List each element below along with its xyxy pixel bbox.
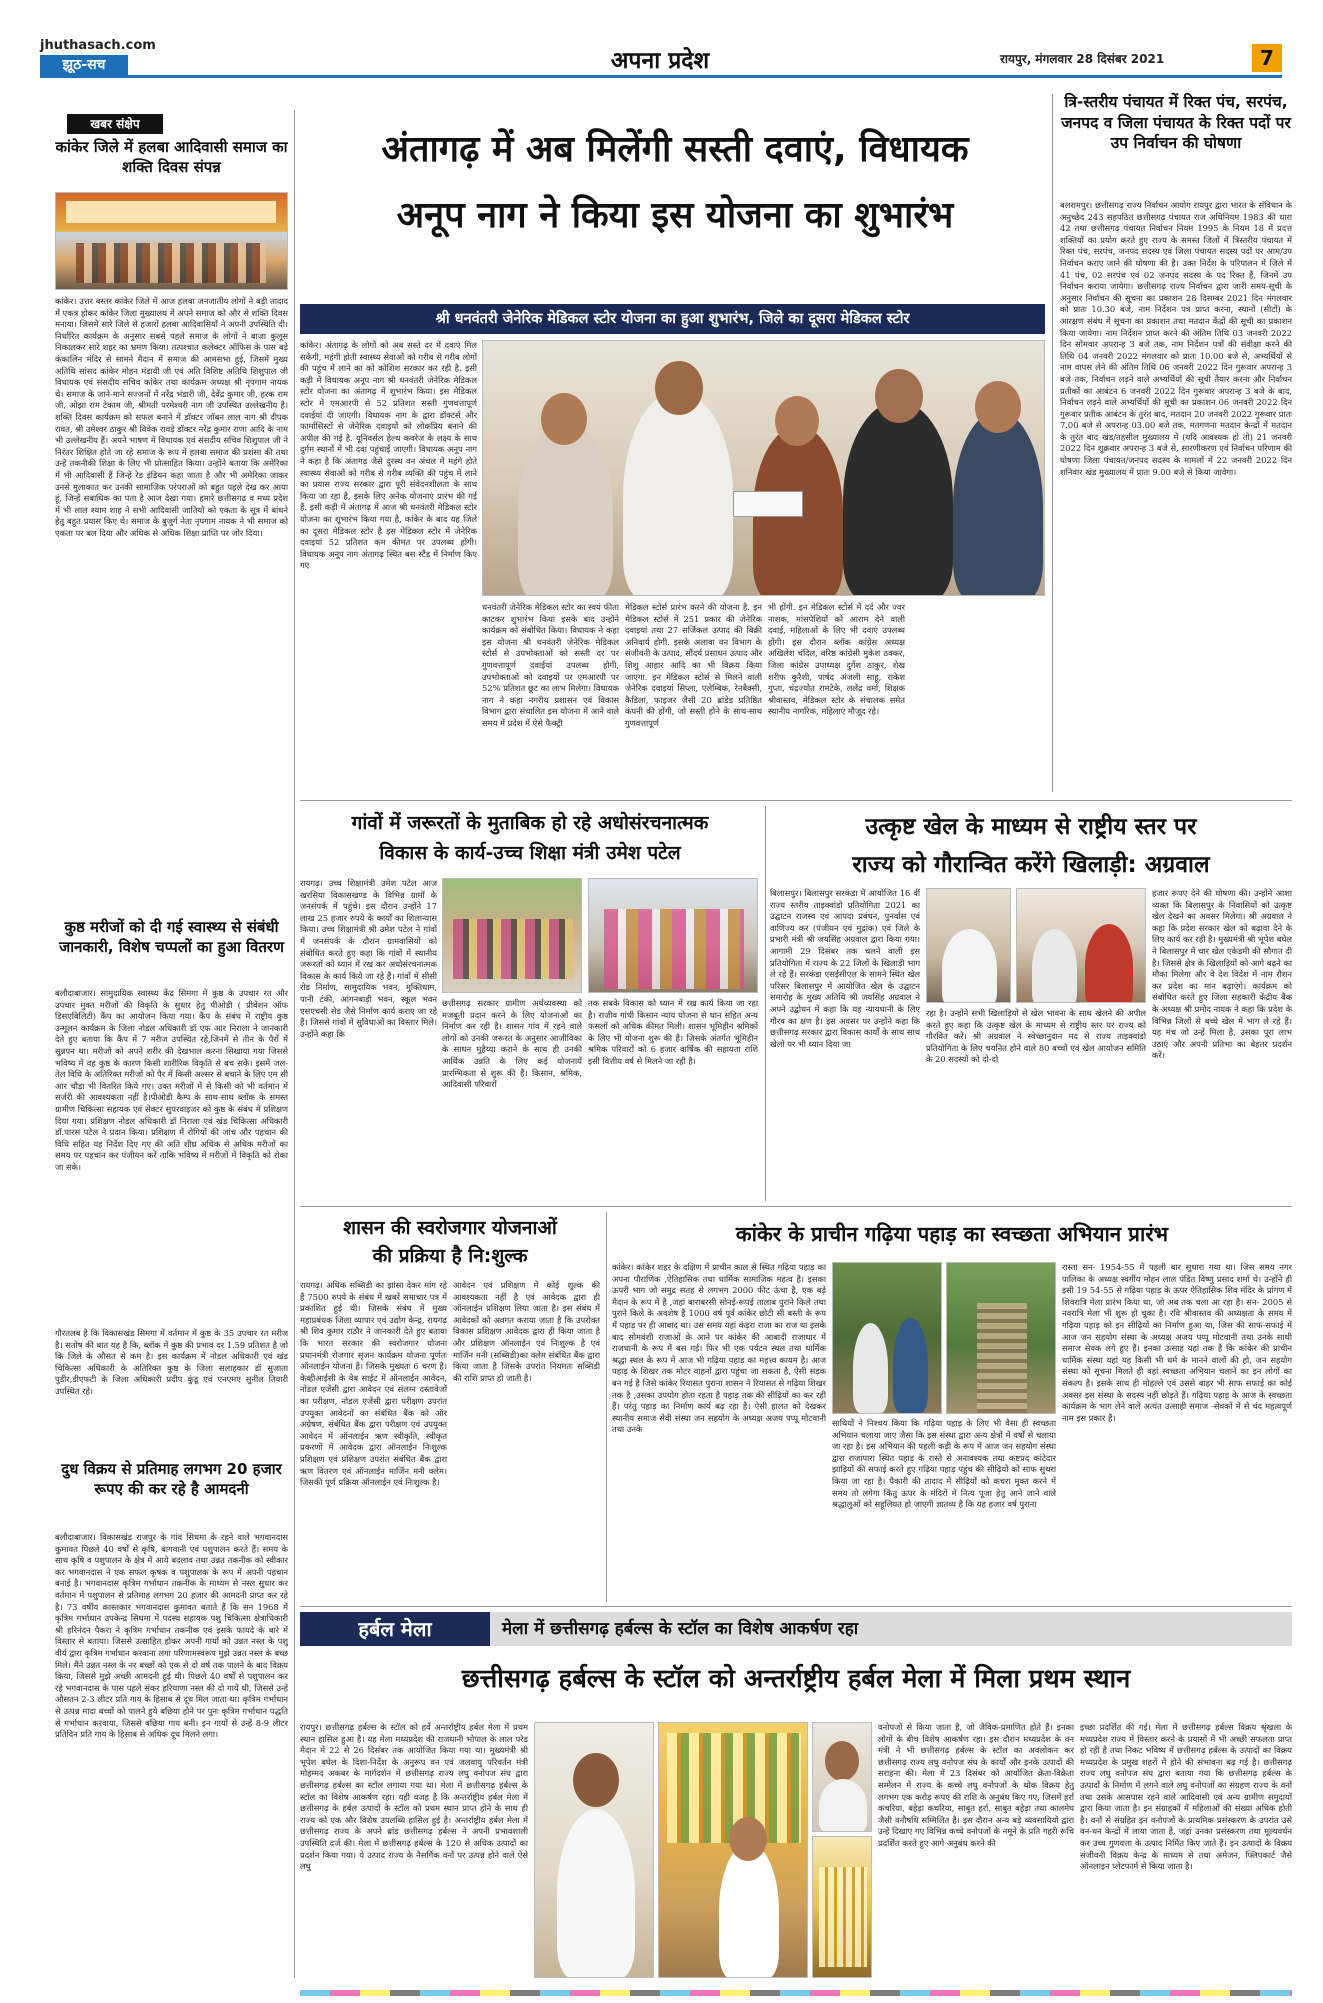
halba-samaj-photo: [55, 192, 288, 290]
section-title: अपना प्रदेश: [610, 48, 710, 74]
lead-body-col2: धनवंतरी जेनेरिक मेडिकल स्टोर का स्वयं फीता काटकर शुभारंभ किया इसके बाद उन्होंने कार्यक्रम को संबोधित किया। विधायक ने कहा इस योजना श्री धनवंतरी जेनेरिक मेडिकल स्टोर्स से उपभोक्ताओं को सस्ती दर पर गुणवत्तापूर्ण दवाईयां उपलब्ध होगी, उपभोक्ताओं को दवाइयों पर एमआरपी पर 52% प्रतिशत छूट का लाभ मिलेगा। विधायक नाग ने कहा नगरीय प्रशासन एवं विकास विभाग द्वारा संचालित इस योजना में आने वाले समय में प्रदेश में ऐसे फैक्ट्री: [482, 602, 619, 728]
sports-photo-stage: [926, 888, 1011, 1003]
sports-body-col1: बिलासपुर। बिलासपुर सरकंडा में आयोजित 16 वीं राज्य स्तरीय ताइक्वांडो प्रतियोगिता 2021 का उद्घाटन राजस्व एवं आपदा प्रबंधन, पुनर्वास एवं वाणिज्य कर (पंजीयन एवं मुद्रांक) एवं जिले के प्रभारी मंत्री श्री जयसिंह अग्रवाल द्वारा किया गया। आगामी 29 दिसंबर तक चलने वाली इस प्रतियोगिता में राज्य के 22 जिलों के खिलाड़ी भाग ले रहे हैं। सरकंडा एसईसीएल के सामने स्थित खेल परिसर बिलासपुर में आयोजित खेल के उद्घाटन समारोह के मुख्य अतिथि श्री जयसिंह अग्रवाल ने अपने उद्बोधन में कहा कि यह न्यायधानी के लिए गौरव का क्षण है। इस अवसर पर उन्होंने कहा कि छत्तीसगढ़ सरकार द्वारा विकास कार्यों के साथ साथ खेलों पर भी ध्यान दिया जा: [770, 888, 920, 1049]
kanker-halba-body: कांकेर। उत्तर बस्तर कांकेर जिले में आज हलबा जनजातीय लोगों ने बड़ी तादाद में एकत्र होकर कांकेर जिला मुख्यालय में अपने समाज को और से शक्ति दिवस मनाया। जिसमें सारे जिले से हजारों हलबा आदिवासियों ने अपनी उपस्थिति दी। निर्धारित कार्यक्रम के अनुसार सबसे पहले समाज के लोगों ने बाजा कुलूस निकालकर सारे शहर का भ्रमण किया। तत्पश्चात कलेक्टर ऑफिस के पास बड़े कंकालिन मंदिर से सामने मैदान में समाज की आमसभा हुई, जिसमें मुख्य अतिथि सांसद कांकेर मोहन मंडावी जी एवं अति विशिष्ट अतिथि शिशुपाल जी विधायक एवं संसदीय सचिव कांकेर तथा कार्यक्रम अध्यक्ष श्री नृपगाम नायक थे। समाज के जाने-माने सज्जनों में नरेंद्र भंडारी जी, देवेंद्र कुमार जी, हरक राम जी, ओझा राम टेकाम जी, श्रीमती परमेश्वरी नाग जी उपस्थित उल्लेखनीय है। शक्ति दिवस कार्यक्रम को सफल बनाने में डॉक्टर जॉबन लाल नाग श्री दीपक रावत, श्री उमेश्वर ठाकुर श्री विवेक रावड़े डॉक्टर नरेंद्र कुमार राणा आदि के नाम भी उल्लेखनीय हैं। अपने भाषण में विधायक एवं संसदीय सचिव शिशुपाल जी ने निरंतर शिक्षित होते जा रहे समाज के रूप में हलबा समाज की प्रशंसा की तथा उन्हें तकनीकी शिक्षा के लिए भी प्रोत्साहित किया। उन्होंने बताया कि अमेरिका में भी आदिवासी हैं जिन्हें रेड इंडियन कहा जाता है और भी अमेरिका जाकर उनसे मुलाकात कर उनकी सामाजिक परंपराओं को बहुत पहले देख कर आया हूं, जिन्हें सबाधिक का पता है आज देखा गया। हमारे छत्तीसगढ़ व मध्य प्रदेश में भी लाल श्याम शाह ने सभी आदिवासी जातियों को एकता के सूत्र में बांधने हेतु बहुत प्रयास किए थे। समाज के बुजुर्ग नेता नृपगाम नायक ने भी समाज को एकता पर बल दिया और अधिक से अधिक शिक्षा प्राप्ति पर जोर दिया।: [55, 296, 288, 538]
panchayat-body: बलरामपुर। छत्तीसगढ़ राज्य निर्वाचन आयोग रायपुर द्वारा भारत के संविधान के अनुच्छेद 243 सहपठित छत्तीसगढ़ पंचायत राज अधिनियम 1983 की धारा 42 तथा छत्तीसगढ़ पंचायत निर्वाचन नियम 1995 के नियम 18 में प्रदत्त शक्तियों का प्रयोग करते हुए राज्य के समस्त जिलों में त्रिस्तरीय पंचायत में रिक्त पंच, सरपंच, जनपद सदस्य एवं जिला पंचायत सदस्य पदों पर आम/उप निर्वाचन कराए जाने की घोषणा की है। उक्त निर्देश के परिपालन में जिले में 41 पंच, 02 सरपंच एवं 02 जनपद सदस्य के पद रिक्त हैं, जिनमें उप निर्वाचन कराया जायेगा। छत्तीसगढ़ राज्य निर्वाचन द्वारा जारी समय-सूची के अनुसार निर्वाचन की सूचना का प्रकाशन 28 दिसम्बर 2021 दिन मंगलवार को प्रातः 10.30 बजे, नाम निर्देशन पत्र प्राप्त करना, स्थानों (सीटों) के आरक्षण संबंध में सूचना का प्रकाशन तथा मतदान केंद्रों की सूची का प्रकाशन किया जायेगा। नाम निर्देशन प्राप्त करने की अंतिम तिथि 03 जनवरी 2022 दिन सोमवार अपरान्ह 3 बजे तक, नाम निर्देशन पत्रों की संवीक्षा करने की तिथि 04 जनवरी 2022 मंगलवार को प्रातः 10.00 बजे से, अभ्यर्थियों से नाम वापस लेने की अंतिम तिथि 06 जनवरी 2022 दिन गुरूवार अपरान्ह 3 बजे तक, निर्वाचन लड़ने वाले अभ्यर्थियों की सूची तैयार करना और निर्वाचन प्रतीकों का आबंटन 6 जनवरी 2022 दिन गुरूवार अपरान्ह 3 बजे के बाद, निर्वाचन लड़ने वाले अभ्यर्थियों की सूची का प्रकाशन 06 जनवरी 2022 दिन गुरूवार प्रतीक आबंटन के तुरंत बाद, मतदान 20 जनवरी 2022 गुरूवार प्रातः 7.00 बजे से अपरान्ह 03.00 बजे तक, मतगणना मतदान केन्द्रों में मतदान के तुरंत बाद खंड/तहसील मुख्यालय में (यदि आवश्यक हो तो) 21 जनवरी 2022 दिन शुक्रवार अपरान्ह 3 बजे से, सारणीकरण एवं निर्वाचन परिणाम की घोषणा जिला पंचायत/जनपद सदस्य के मामलों में 22 जनवरी 2022 दिन शनिवार खंड मुख्यालय में प्रातः 9.00 बजे से किया जावेगा।: [1060, 200, 1292, 477]
section-divider: [300, 1606, 1292, 1607]
brand-logo: झूठ-सच: [40, 55, 128, 75]
column-divider: [606, 1212, 607, 1602]
infra-photo-crowd: [442, 878, 582, 993]
herbal-photo-cm: [534, 1722, 654, 1978]
swaroj-body-col1: रायगढ़। अधिक सब्सिडी का झांसा देकर मांग रहे हैं 7500 रुपये के संबंध में खबरें समाचार पत्र में प्रकाशित हुई थी। जिसके संबंध में मुख्य महाप्रबंधक जिला व्यापार एवं उद्योग केन्द्र, रायगढ़ श्री शिव कुमार राठौर ने जानकारी देते हुए बताया कि भारत सरकार की स्वरोजगार योजना प्रधानमंत्री रोजगार सृजन कार्यक्रम योजना पूर्णतः ऑनलाईन योजना है। जिसके मुख्यतः 6 चरण है। केव्हीआईसी के वेब साईट में ऑनलाईन आवेदन, नोडल एजेंसी द्वारा आवेदन एवं संलग्न दस्तावेजों का परीक्षण, नोडल एजेंसी द्वारा परीक्षण उपरांत उपयुक्त आवेदनों का संबंधित बैंक को ऑर अग्रेषण, संबंधित बैंक द्वारा परीक्षण एवं उपयुक्त आवेदन में ऑनलाईन ऋण स्वीकृति, स्वीकृत प्रकरणों में आवेदक द्वारा ऑनलाईन निःशुल्क प्रशिक्षण एवं प्रशिक्षण उपरांत संबंधित बैंक द्वारा ऋण वितरण एवं ऑनलाईन मार्जिन मनी क्लेम। जिसकी पूर्ण प्रक्रिया ऑनलाईन एवं निःशुल्क है।: [300, 1280, 447, 1488]
herbal-photo-minister: [812, 1722, 872, 1832]
infra-body-col1: रायगढ़। उच्च शिक्षामंत्री उमेश पटेल आज खरसिया विकासखण्ड के विभिन्न ग्रामों के जनसंपर्क में पहुंचे। इस दौरान उन्होंने 17 लाख 25 हजार रुपये के कार्यों का शिलान्यास किया। उच्च शिक्षामंत्री श्री उमेश पटेल ने गांवों में जनसंपर्क के दौरान ग्रामवासियों को संबोधित करते हुए कहा कि गांवों में स्थानीय जरूरतों को ध्यान में रख कर अधोसंरचनात्मक विकास के कार्य किये जा रहे हैं। गांवों में सीसी रोड निर्माण, सामुदायिक भवन, मुक्तिधाम, पानी टंकी, आंगनबाड़ी भवन, स्कूल भवन एसएचसी सेड जैसे निर्माण कार्य कराए जा रहे हैं। जिससे गांवों में सुविधाओं का विस्तार मिले। उन्होंने कहा कि: [300, 878, 437, 1039]
kanker-body-col1: कांकेर। कांकेर शहर के दक्षिण में प्राचीन काल से स्थित गढ़िया पहाड़ का अपना पौराणिक ,ऐतिहासिक तथा धार्मिक सामाजिक महत्व है। इसका ऊपरी भाग जो समुद्र सतह से लगभग 2000 फीट ऊंचा है, एक बड़े मैदान के रूप में है ,जहां बाराबरसी सोनई-रूपई तालाब पुराने किले तथा पुराने किले के अवशेष हैं 1000 वर्ष पूर्व कांकेर छोटी सी बस्ती के रूप में पहाड़ पर ही आबाद था। उस समय यहां कंड़रा राजा का राज था इसके बाद सोमवंशी राजाओं के आने पर कांकेर की आबादी राजाधार में राजधानी के रूप में बस गई। फिर भी एक पर्यटन स्थल तथा धार्मिक श्रद्धा स्थल के रूप में आज भी गढ़िया पहाड़ का महत्त्व कायम है। आज पहाड़ के शिखर तक मोटर वाहनों द्वारा पहुंचा जा सकता है, ऐसी सड़क बन गई है जिसे कांकेर रियासत पुराना शासन ने रियासत से गढ़िया शिखर तक है ,उसका उपयोग होता रहता है पहाड़ तक की सीढ़ियों का कर रही हैं। परंतु पहाड़ का निर्माण कार्य बढ़ रहा है। ऐसी हालत को देखकर स्थानीय समाज सेवी संस्था जन सहयोग के अध्यक्ष अजय पप्पू मोटवानी तथा उनके: [612, 1262, 826, 1435]
masthead: [0, 0, 1323, 78]
kanker-body-col2: साथियों ने निश्चय किया कि गढ़िया पहाड़ के लिए भी वैसा ही स्वच्छता अभियान चलाया जाए जैसा कि इस संस्था द्वारा अन्य क्षेत्रों में वर्षों से चलाया जा रहा है। इस अभियान की पहली कड़ी के रूप में आज जन सहयोग संस्था द्वारा राजापारा स्थित पहाड़ के रास्ते से अनावश्यक तथा कष्टप्रद कांटेदार झाड़ियों की सफाई करते हुए गढ़िया पहाड़ पहुंच की सीढ़ियों को साफ सुथरा किया जा रहा है। पैकारी की तादाद में सीढ़ियों को कचरा मुक्त करने में समय तो लगेगा किंतु ऊपर के मंदिरों में नित्य पूजा हेतु आने जाने वाले श्रद्धालुओं को सहूलियत हो जाएगी ज्ञातव्य है कि यह हजार वर्ष पुराना: [832, 1418, 1056, 1510]
column-divider: [765, 806, 766, 1201]
lead-headline-line1: अंतागढ़ में अब मिलेंगी सस्ती दवाएं, विधायक: [381, 129, 969, 170]
section-divider: [300, 1206, 1292, 1207]
lead-headline-line2: अनूप नाग ने किया इस योजना का शुभारंभ: [396, 194, 954, 236]
milk-income-headline: दुध विक्रय से प्रतिमाह लगभग 20 हजार रूपए की कर रहे है आमदनी: [61, 1460, 282, 1498]
swaroj-headline-line2: की प्रक्रिया है नि:शुल्क: [372, 1245, 528, 1267]
column-divider: [294, 110, 295, 1978]
left-news-column: [55, 110, 288, 1978]
infra-headline: [300, 808, 760, 868]
sports-headline: [770, 808, 1292, 884]
lead-body-col3: मेडिकल स्टोर्स प्रारंभ करने की योजना है. इन मेडिकल स्टोर्स में 251 प्रकार की जेनेरिक दवाइयां तथा 27 सर्जिकल उत्पाद की बिक्री अनिवार्य होगी. इसके अलावा वन विभाग के संजीवनी के उत्पाद, सौंदर्य प्रसाधन उत्पाद और शिशु आहार आदि का भी विक्रय किया जाएगा. इन मेडिकल स्टोर्स से मिलने वाली जेनेरिक दवाइयां सिप्ला, एलेम्बिक, रेनबैक्सी, कैडिला, फाइजर जैसी 20 ब्रांडेड प्रतिष्ठित कंपनी की होंगी, जो सस्ती होने के साथ-साथ गुणवत्तापूर्ण: [625, 602, 762, 728]
infra-headline-line2: विकास के कार्य-उच्च शिक्षा मंत्री उमेश पटेल: [379, 842, 681, 864]
sports-body-col3: हजार रूपए देने की घोषणा की। उन्होंने आशा व्यक्त कि बिलासपुर के निवासियों को उत्कृष्ट खेल देखने का अवसर मिलेगा। श्री अग्रवाल ने कहा कि प्रदेश सरकार खेल को बढ़ावा देने के लिए कार्य कर रही है। मुख्यमंत्री श्री भूपेश बघेल ने बिलासपुर में चार खेल एकेडमी की सौगात दी है। जिससे क्षेत्र के खिलाड़ियों को आगे बढ़ने का मौका मिलेगा और वे देश विदेश में नाम रौशन कर प्रदेश का मान बढ़ाएंगे। कार्यक्रम को संबोधित करते हुए जिला सहकारी केंद्रीय बैंक के अध्यक्ष श्री प्रमोद नायक ने कहा कि प्रदेश के विभिन्न जिलों से बच्चे खेल में भाग ले रहे हैं। यह मंच जो उन्हें मिला है, उसका पूरा लाभ उठाएं और अपनी प्रतिभा का बेहतर प्रदर्शन करें।: [1152, 888, 1292, 1061]
herbal-body-col2: वनोपजों से किया जाता है, जो जैविक-प्रमाणित होते हैं। इनका लोगों के बीच विशेष आकर्षण रहा। इस दौरान मध्यप्रदेश के वन मंत्री ने भी छत्तीसगढ़ हर्बल्स के स्टॉल का अवलोकन कर छत्तीसगढ़ राज्य लघु वनोपज संघ के कार्यों और इनके उत्पादों की सराहना की। मेला में 23 दिसंबर को आयोजित क्रेता-विक्रेता सम्मेलन में राज्य के कच्चे लघु वनोपजों के थोक विक्रय हेतु लगभग एक करोड़ रूपए की राशि के अनुबंध किए गए, जिसमें हर्रा कचरिया, बहेड़ा कचरिया, साबुत हर्रा, साबुत बहेड़ा तथा कालमेघ जैसी वनौषधि सम्मिलित है। इस दौरान अन्य बड़े व्यवसायियों द्वारा उन्हें दिखाए गए विभिन्न कच्चे वनोपजों के नमूने के प्रति गहरी रूचि प्रदर्शित करते हुए आगे अनुबंध करने की: [878, 1722, 1074, 1848]
herbal-body-col1: रायपुर। छत्तीसगढ़ हर्बल्स के स्टॉल को हर्वे अन्तर्राष्ट्रीय हर्बल मेला में प्रथम स्थान हासिल हुआ है। यह मेला मध्यप्रदेश की राजधानी भोपाल के लाल परेड मैदान में 22 से 26 दिसंबर तक आयोजित किया गया था। मुख्यमंत्री श्री भूपेश बघेल के दिशा-निर्देश के अनुरूप वन एवं जलवायु परिवर्तन मंत्री मोहम्मद अकबर के मार्गदर्शन में छत्तीसगढ़ राज्य लघु वनोपज संघ द्वारा छत्तीसगढ़ हर्बल्स का स्टॉल लगाया गया था। मेला में छत्तीसगढ़ हर्बल्स के स्टॉल का विशेष आकर्षण रहा। यही वजह है कि अन्तर्राष्ट्रीय हर्बल मेला में छत्तीसगढ़ के हर्बल उत्पादों के स्टॉल को प्रथम स्थान प्राप्त होने के साथ ही राज्य को एक और विशेष उपलब्धि हासिल हुई है। अन्तर्राष्ट्रीय हर्बल मेला में छत्तीसगढ़ राज्य के अपने ब्रांड छत्तीसगढ़ हर्बल्स ने अपनी प्रभावशाली उपस्थिति दर्ज की। मेला में छत्तीसगढ़ हर्बल्स के 120 से अधिक उत्पादों का प्रदर्शन किया गया। ये उत्पाद राज्य के नैसर्गिक वनों पर उत्पन्न होने वाले ऐसे लघु: [300, 1722, 528, 1872]
kanker-photo-volunteers: [832, 1262, 942, 1414]
swaroj-headline-line1: शासन की स्वरोजगार योजनाओं: [343, 1217, 557, 1239]
masthead-rule: [40, 75, 1282, 78]
lead-strap: श्री धनवंतरी जेनेरिक मेडिकल स्टोर योजना का हुआ शुभारंभ, जिले का दूसरा मेडिकल स्टोर: [300, 304, 1045, 334]
lead-photo: [482, 340, 1045, 596]
sports-photo-lamp: [1016, 888, 1146, 1003]
kanker-cleanliness-headline: कांकेर के प्राचीन गढ़िया पहाड़ का स्वच्छता अभियान प्रारंभ: [735, 1222, 1169, 1246]
infra-body-col3: तक सबके विकास को ध्यान में रख कार्य किया जा रहा है। राजीव गांधी किसान न्याय योजना से धान सहित अन्य फसलों को अधिक कीमत मिली। शासन भूमिहीन श्रमिकों के लिए भी योजना शुरू की है। जिसके अंतर्गत भूमिहीन श्रमिक परिवारों को 6 हजार वार्षिक की सहायता राशि इसी वित्तीय वर्ष से मिलने जा रही है।: [588, 998, 758, 1066]
swaroj-headline: [300, 1214, 600, 1270]
kanker-halba-headline: कांकेर जिले में हलबा आदिवासी समाज का शक्ति दिवस संपन्न: [55, 138, 288, 176]
sports-headline-line2: राज्य को गौरान्वित करेंगे खिलाड़ी: अग्रवाल: [852, 852, 1210, 878]
herbal-banner-label: हर्बल मेला: [300, 1612, 490, 1646]
herbal-photo-bottles: [812, 1836, 872, 1978]
kushth-headline: कुष्ठ मरीजों को दी गई स्वास्थ्य से संबंधी जानकारी, विशेष चप्पलों का हुआ वितरण: [59, 918, 284, 956]
section-divider: [300, 800, 1292, 801]
lead-body-col4: भी होंगी. इन मेडिकल स्टोर्स में दर्द और ज्वर नाशक, मांसपेशियों को आराम देने वाली दवाई, महिलाओं के लिए भी दवाएं उपलब्ध होंगी। इस दौरान ब्लॉक कांग्रेस अध्यक्ष अखिलेश चंदिल, वरिष्ठ कांग्रेसी मुकेश ठक्कर, जिला कांग्रेस उपाध्यक्ष दुर्गेश ठाकुर, शेख शरीफ कुरैशी, पार्षद अंजली साहू, राकेश गुप्ता, चंद्रज्योत रामटेके, ललेंद्र वर्मा, शिक्षक श्रीवास्तव, मेडिकल स्टोर के संचालक समेत स्थानीय नागरिक, महिलाएं मौजूद रहे।: [768, 602, 905, 717]
herbal-banner: [300, 1612, 1292, 1646]
kanker-photo-steps: [946, 1262, 1056, 1414]
infra-headline-line1: गांवों में जरूरतों के मुताबिक हो रहे अधोसंरचनात्मक: [351, 812, 709, 834]
kanker-body-col3: रास्ता सन- 1954-55 में पहली बार सुधारा गया था। जिस समय नगर पालिका के अध्यक्ष स्वर्गीय मोहन लाल पंडित विष्णु प्रसाद शर्मा थे। उन्होंने ही इसी 19 54-55 से गढ़िया पहाड़ के ऊपर ऐतिहासिक शिव मंदिर के प्रांगण में शिवरात्रि मेला प्रारंभ किया था, जो अब तक चला आ रहा है। सन- 2005 से नवरात्रि मेला भी शुरू हो चुका है। रवि श्रीवास्तव की अध्यक्षता के समय में गढ़िया पहाड़ को इन सीढ़ियों का निर्माण हुआ था, जिस की साफ-सफाई में आज जन सहयोग संस्था के अध्यक्ष अजय पप्पू मोटवानी तथा उनके साथी समाज सेवक लगे हुए हैं। इनका उत्साह यहां तक है कि कांकेर की प्राचीन धार्मिक संस्था यहां यह किसी भी धर्म के मानने वालों की हो, जन सहयोग संस्था को सूचना मिलते ही वहां स्वच्छता अभियान चलाने का इन लोगों का संकल्प है। इसके साथ ही मोहल्ले एवं उससे बाहर भी साफ सफाई का कोई अवसर इस संस्था के सदस्य नहीं छोड़ते हैं। गढ़िया पहाड़ के आज के स्वच्छता कार्यक्रम के भाग लेने वाले अत्यंत उत्साही समाज -सेवकों में से चंद महत्वपूर्ण नाम इस प्रकार हैं।: [1062, 1262, 1292, 1423]
site-url[interactable]: jhuthasach.com: [40, 38, 156, 53]
herbal-photo-stall: [658, 1722, 808, 1978]
herbal-banner-kicker: मेला में छत्तीसगढ़ हर्बल्स के स्टॉल का विशेष आकर्षण रहा: [502, 1619, 859, 1639]
milk-income-body: बलौदाबाजार। विकासखंड राजपुर के गांव सिधमा के रहने वाले भगवानदास कुमावत पिछले 40 वर्षों से कृषि, बागवानी एवं पशुपालन करते हैं। समय के साथ कृषि व पशुपालन के क्षेत्र में आये बदलाव तथा उन्नत तकनीक को स्वीकार कर भगवानदास ने एक सफल कृषक व पशुपालक के रूप में अपनी पहचान बनाई है। भगवानदास कृत्रिम गर्भाधान तकनीक के माध्यम से नस्ल सुधार कर वर्तमान में पशुपालन से प्रतिमाह लगभग 20 हजार की आमदनी प्राप्त कर रहे है। 73 वर्षीय कास्तकार भगवानदास कुमावत बताते हैं कि सन 1968 में कृत्रिम गर्भाधान उपकेन्द्र सिधमा में पदस्थ सहायक पशु चिकित्सा क्षेत्राधिकारी श्री हरिनंदन पैकरा ने कृत्रिम गर्भाधान तकनीक एवं इसके फायदे के बारे में विस्तार से बताया। जिससे उत्साहित होकर अपनी गायों को उन्नत नस्ल के पशु वीर्य द्वारा कृत्रिम गर्भाधान करवाना लगा परिणामस्वरूप मुझे उन्नत नस्ल के बच्छ मिले। मैंने उन्नत नस्ल के नर बच्छों को एक से दो वर्ष तक पालने के बाद विक्रय किया, जिससे मुझे अच्छी आमदनी हुई थी। पिछले 40 वर्षों से पशुपालन कर रहे भगवानदास के पास पहले संकर हरियाणा नस्ल की दो गायें थी, जिससे उन्हें औसतन 2-3 लीटर प्रति गाय के हिसाब से दूध मिल जाता था। कृत्रिम गर्भाधान से उत्पन्न मादा बच्चों को पालने हुये बछिया होने पर पुनः कृत्रिम गर्भाधान पद्धति से गर्भाधान करवाया, जिससे बछिया गाय बनी। इन गायों से उन्हें 8-9 लीटर प्रतिदिन प्रति गाय के हिसाब से अधिक दूध मिलने लगा।: [55, 1532, 288, 1740]
lead-body-col1: कांकेर। अंतागढ़ के लोगों को अब सस्ते दर में दवाएं मिल सकेंगी, महंगी होती स्वास्थ्य सेवाओं को गरीब से गरीब लोगों की पहुंच में लाने का को कोशिश सरकार कर रही है. इसी कड़ी में विधायक अनूप नाग श्री धनवंतरी जेनेरिक मेडिकल स्टोर योजना का अंतागढ़ में शुभारंभ किया। इस मेडिकल स्टोर में एमआरपी से 52 प्रतिशत सस्ती गुणवत्तापूर्ण दवाईयां दी जाएगी। विधायक नाग के द्वारा डॉक्टर्स और फार्मासिस्टों से जेनेरिक दवाइयों को लोकप्रिय बनाने की अपील की गई है. यूनिवर्सल हेल्थ कवरेज के लक्ष्य के साथ दुर्गम स्थानों में भी दवा पहुंचाई जाएगी। विधायक अनूप नाग ने कहा है कि अंतागढ़ जैसे दुरस्थ वन अंचल में महंगे होते स्वास्थ्य सेवाओं को गरीब से गरीब व्यक्ति की पहुंच में लाने का प्रयास राज्य सरकार द्वारा पूरी संवेदनशीलता के साथ किया जा रहा है, इसके लिए अनेक योजनाएं प्रारंभ की गई हैं. इसी कड़ी में अंतागढ़ में आज श्री धनवंतरी मेडिकल स्टोर योजना का शुभारंभ किया गया है, कांकेर के बाद यह जिले का दूसरा मेडिकल स्टोर है इस मेडिकल स्टोर में जेनेरिक दवाइयां 52 प्रतिशत कम कीमत पर उपलब्ध होंगी। विधायक अनूप नाग अंतागढ़ स्थित बस स्टैंड में निर्माण किए गए: [300, 340, 477, 571]
infra-photo-minister: [588, 878, 758, 993]
lead-headline: [300, 120, 1050, 300]
sports-body-col2: रहा है। उन्होंने सभी खिलाड़ियों से खेल भावना के साथ खेलने की अपील करते हुए कहा कि उत्कृष्ट खेल के माध्यम से राष्ट्रीय स्तर पर राज्य को गौरवित करें। श्री अग्रवाल ने स्वेच्छानुदान मद से राज्य ताइक्वांडो प्रतियोगिता के लिए चयनित होने वाले 80 बच्चों एवं खेल आयोजन समिति के 20 सदस्यों को दो-दो: [926, 1008, 1146, 1065]
infra-body-col2: छत्तीसगढ़ सरकार ग्रामीण अर्थव्यवस्था को मजबूती प्रदान करने के लिए योजनाओं का निर्माण कर रही है। शासन गांव में रहने वाले लोगों को उनकी जरूरत के अनुसार आजीविका के साधन मुहैय्या कराने के साथ ही उनकी आर्थिक उन्नति के लिए कई योजनायें प्रारम्भिकता से शुरू की हैं। किसान, श्रमिक, आदिवासी परिवारों: [442, 998, 582, 1090]
sports-headline-line1: उत्कृष्ट खेल के माध्यम से राष्ट्रीय स्तर पर: [865, 814, 1197, 840]
news-brief-label: खबर संक्षेप: [67, 114, 163, 134]
kushth-body-cont: गौरतलब है कि विकासखंड सिमगा में वर्तमान में कुष्ठ के 35 उपचार रत मरीज है। सतोष की बात यह है कि, ब्लॉक में कुष्ठ की प्रभाव दर 1.59 प्रतिशत है जो कि जिले के औसत से कम है। इस कार्यक्रम में नोडल अधिकारी एवं खंड चिकित्सा अधिकारी के अतिरिक्त कुष्ठ के जिला सलाहकार डॉ सुजाता पुडीर,डीएफटी के जिला अधिकारी प्रदीप कुंडू एवं एनएमए सुनील तिवारी उपस्थित रहे।: [55, 1328, 288, 1396]
panchayat-headline: त्रि-स्तरीय पंचायत में रिक्त पंच, सरपंच, जनपद व जिला पंचायत के रिक्त पदों पर उप निर्वाचन की घोषणा: [1061, 93, 1291, 153]
dateline: रायपुर, मंगलवार 28 दिसंबर 2021: [1000, 52, 1165, 66]
swaroj-body-col2: आवेदन एवं प्रशिक्षण में कोई शुल्क की आवश्यकता नहीं है एवं आवेदक द्वारा ही ऑनलाईन प्रशिक्षण लिया जाता है। इस संबंध में आवेदकों को अवगत कराया जाता है कि उपरोक्त विकास प्रशिक्षण आवेदक द्वारा ही किया जाता है और प्रशिक्षण ऑनलाईन एवं निःशुल्क है एवं मार्जिन मनी (सब्सिडी)का क्लेम संबंधित बैंक द्वारा किया जाता है जिसके उपरांत नियमतः सब्सिडी की राशि प्राप्त हो जाती है।: [453, 1280, 600, 1383]
herbal-body-col3: इच्छा प्रदर्शित की गई। मेला में छत्तीसगढ़ हर्बल्स विक्रय श्रृंखला के मध्यप्रदेश राज्य में विस्तार करने के प्रयासों में भी अच्छी सफलता प्राप्त हो रही है तथा निकट भविष्य में छत्तीसगढ़ हर्बल्स के उत्पादों का विक्रय मध्यप्रदेश के प्रमुख शहरों में होने की संभावना बढ़ गई है। छत्तीसगढ़ राज्य लघु वनोपज संघ द्वारा बताया गया कि छत्तीसगढ़ हर्बल्स के उत्पादों के निर्माण में लगने वाले लघु वनोपजों का संग्रहण राज्य के वनों तथा उसके आसपास रहने वाले आदिवासी एवं अन्य ग्रामीण समुदायों द्वारा किया जाता है। इन संग्राहकों में महिलाओं की संख्या अधिक होती है। वनों से संग्रहित इन वनोपजों के प्राथमिक प्रसंस्करण के उपरांत उसे वन-धन केन्द्रों में लाया जाता है, जहां उनका प्रसंस्करण तथा मूल्यवर्धन कर उच्च गुणवत्ता के उत्पाद निर्मित किए जाते हैं। इन उत्पादों के विक्रय संजीवनी विक्रय केन्द्र के माध्यम से तथा अमेजन, फ्लिपकार्ट जैसे ऑनलाइन प्लेटफार्म से किया जाता है।: [1080, 1722, 1292, 1872]
herbal-headline: छत्तीसगढ़ हर्बल्स के स्टॉल को अन्तर्राष्ट्रीय हर्बल मेला में मिला प्रथम स्थान: [461, 1664, 1131, 1694]
column-divider: [1052, 94, 1053, 792]
kushth-body: बलौदाबाजार। सामुदायिक स्वास्थ्य केंद्र सिमगा में कुष्ठ के उपचार रत और उपचार मुक्त मरीजों की विकृति के सुधार हेतु पीओडी ( प्रीवेंशन ऑफ डिसएबिलिटी) कैंप का आयोजन किया गया। कैंप के संबंध में राष्ट्रीय कुष्ठ उन्मूलन कार्यक्रम के जिला नोडल अधिकारी डॉ एफ आर निराला ने जानकारी देते हुए बताया कि कैंप में 7 मरीज उपस्थित रहे,जिनमें से तीन के पैरों में सुन्नपन था। मरीजों को अपने शरीर की देखभाल करना सिखाया गया जिससे भविष्य में वह कुष्ठ के कारण किसी शारीरिक विकृति से बच सकें। इसमें जल- तेल विधि के अतिरिक्त मरीजों को पैर में किसी अल्सर से बचाने के लिए एम सी आर चौड़ा भी वितरित किये गए। उक्त मरीजों में से किसी को भी वर्तमान में सर्जरी की आवश्यकता नहीं है।पीओडी कैम्प के साथ-साथ ब्लॉक के समस्त ग्रामीण चिकित्सा सहायक एवं सेक्टर सुपरवाइजर को कुष्ठ के संबंध में प्रशिक्षण दिया गया। प्रशिक्षण नोडल अधिकारी डॉ निराला एवं खंड चिकित्सा अधिकारी डॉ.पारस पटेल ने प्रदान किया। प्रशिक्षण में रोगियों की जांच और पहचान की विधि सहित यह निर्देश दिए गए की अति शीघ्र अधिक से अधिक मरीजों का समय पर पहचान कर पंजीयन करें ताकि भविष्य में मरीजों में विकृति को रोका जा सके।: [55, 988, 288, 1172]
print-color-bar: [300, 1990, 1292, 1996]
page-number: 7: [1252, 44, 1282, 72]
